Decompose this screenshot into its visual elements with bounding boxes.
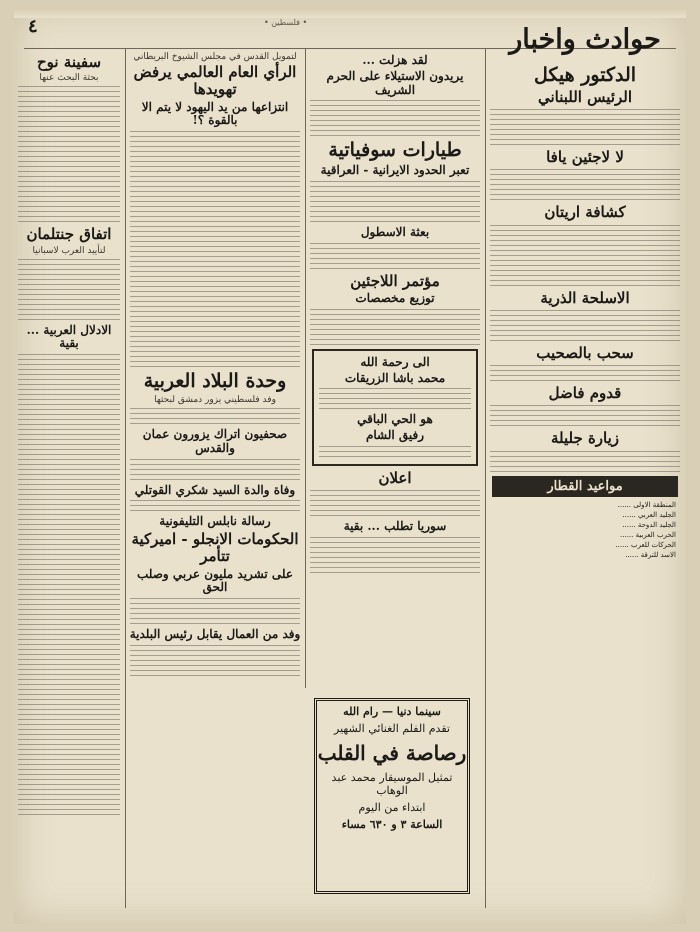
text-block xyxy=(490,169,680,200)
obituary-name-2: رفيق الشام xyxy=(365,428,425,443)
column-jerusalem xyxy=(128,52,302,912)
text-block xyxy=(310,100,480,136)
text-block xyxy=(18,259,120,320)
headline-spain: لتأييد العرب لاسبانيا xyxy=(32,245,106,256)
schedule-row xyxy=(494,541,676,549)
text-block xyxy=(130,459,300,480)
schedule-row xyxy=(494,511,676,519)
schedule-row xyxy=(494,501,676,509)
headline-arrival: قدوم فاضل xyxy=(548,384,622,403)
text-block xyxy=(490,109,680,145)
headline-world-opinion: الرأي العام العالمي يرفض تهويدها xyxy=(133,63,297,99)
schedule-row xyxy=(494,521,676,529)
obituary-name: محمد باشا الزريقات xyxy=(344,370,446,385)
headline-announcement: اعلان xyxy=(378,469,412,488)
column-misc xyxy=(16,52,122,912)
headline-by-force: انتزاعها من يد اليهود لا يتم الا بالقوة ؟! xyxy=(141,99,289,128)
headline-border: تعبر الحدود الايرانية - العراقية xyxy=(320,163,470,178)
headline-fleet: بعثة الاسطول xyxy=(360,225,430,240)
text-block xyxy=(490,405,680,426)
text-block xyxy=(130,408,300,424)
column-rule-3 xyxy=(125,48,126,908)
text-block xyxy=(319,388,471,409)
text-block xyxy=(490,225,680,286)
schedule-title: مواعيد القطار xyxy=(492,476,678,497)
headline-gentlemen: اتفاق جنتلمان xyxy=(26,225,112,244)
schedule-row xyxy=(494,531,676,539)
page-top-fold xyxy=(14,8,686,18)
headline-clouds: سحب بالصحيب xyxy=(536,343,634,362)
cinema-name: سينما دنيا — رام الله xyxy=(343,705,441,718)
text-block xyxy=(310,181,480,222)
cinema-presents: تقدم الفلم الغنائي الشهير xyxy=(334,722,450,735)
schedule-entry: الاسد للترقة ...... xyxy=(625,550,676,559)
headline-workers: وفد من العمال يقابل رئيس البلدية xyxy=(129,627,301,642)
headline-topline: لتمويل القدس في مجلس الشيوخ البريطاني xyxy=(133,52,297,62)
text-block xyxy=(130,645,300,676)
text-block xyxy=(310,490,480,516)
text-block xyxy=(310,537,480,573)
headline-nablus: رسالة نابلس التليفونية xyxy=(159,514,271,529)
text-block xyxy=(18,86,120,222)
text-block xyxy=(130,131,300,367)
headline-lebanese-president: الرئيس اللبناني xyxy=(537,87,633,106)
film-time: الساعة ٣ و ٦٣٠ مساء xyxy=(341,818,443,831)
headline-allowances: توزيع مخصصات xyxy=(355,291,435,306)
newspaper-page xyxy=(14,8,686,924)
text-block xyxy=(490,365,680,381)
text-block xyxy=(310,309,480,345)
schedule-entry: الحركات للعرب ...... xyxy=(615,540,676,549)
page-number: ٤ xyxy=(28,16,38,37)
headline-search: بحثة البحث عنها xyxy=(39,73,99,84)
cinema-ad xyxy=(314,698,470,894)
obituary-verse: هو الحي الباقي xyxy=(357,412,433,427)
text-block xyxy=(130,500,300,511)
page-top-line: • فلسطين • xyxy=(264,18,308,27)
headline-haram: يريدون الاستيلاء على الحرم الشريف xyxy=(326,68,464,97)
headline-soviet-planes: طيارات سوفياتية xyxy=(328,139,462,162)
headline-noahs-ark: سفينة نوح xyxy=(36,53,102,71)
film-cast: تمثيل الموسيقار محمد عبد الوهاب xyxy=(331,771,453,797)
headline-scouts: كشافة اريتان xyxy=(544,203,626,222)
schedule-entry: المنطقة الاولى ...... xyxy=(617,500,676,509)
column-news xyxy=(488,22,682,912)
column-rule-2 xyxy=(305,48,306,688)
text-block xyxy=(310,243,480,269)
headline-visit: زيارة جليلة xyxy=(550,429,620,448)
film-title: رصاصة في القلب xyxy=(317,741,467,765)
column-rule-1 xyxy=(485,48,486,908)
headline-quwatli: وفاة والدة السيد شكري القوتلي xyxy=(134,482,296,497)
headline-syria: سوريا تطلب ... بقية xyxy=(343,519,447,534)
headline-haykal: الدكتور هيكل xyxy=(533,64,637,87)
obituary-title: الى رحمة الله xyxy=(360,354,430,369)
headline-turkish-journalists: صحفيون اتراك يزورون عمان والقدس xyxy=(142,426,288,455)
text-block xyxy=(490,451,680,472)
headline-refugees: مؤتمر اللاجئين xyxy=(350,271,440,290)
headline-delegation: وفد فلسطيني يزور دمشق لبحثها xyxy=(154,394,276,405)
headline-lost: لقد هزلت ... xyxy=(362,53,428,67)
schedule-entry: الجليد العربي ...... xyxy=(622,510,676,519)
headline-jaffa: لا لاجئين يافا xyxy=(546,148,624,167)
text-block xyxy=(18,354,120,815)
obituary-box xyxy=(312,349,478,466)
headline-continued: الادلال العربية ... بقية xyxy=(26,322,112,351)
headline-atomic: الاسلحة الذرية xyxy=(540,288,630,307)
text-block xyxy=(130,598,300,624)
schedule-row xyxy=(494,551,676,559)
headline-million-arabs: على تشريد مليون عربي وصلب الحق xyxy=(136,566,294,595)
film-start: ابتداء من اليوم xyxy=(358,801,426,814)
schedule-entry: الجليد الدوحة ...... xyxy=(622,520,676,529)
masthead-title: حوادث واخبار xyxy=(509,24,661,55)
headline-governments: الحكومات الانجلو - اميركية تتأمر xyxy=(131,530,299,566)
text-block xyxy=(319,446,471,457)
schedule-entry: الحرب العربية ...... xyxy=(620,530,676,539)
text-block xyxy=(490,310,680,341)
headline-arab-unity: وحدة البلاد العربية xyxy=(143,370,287,393)
